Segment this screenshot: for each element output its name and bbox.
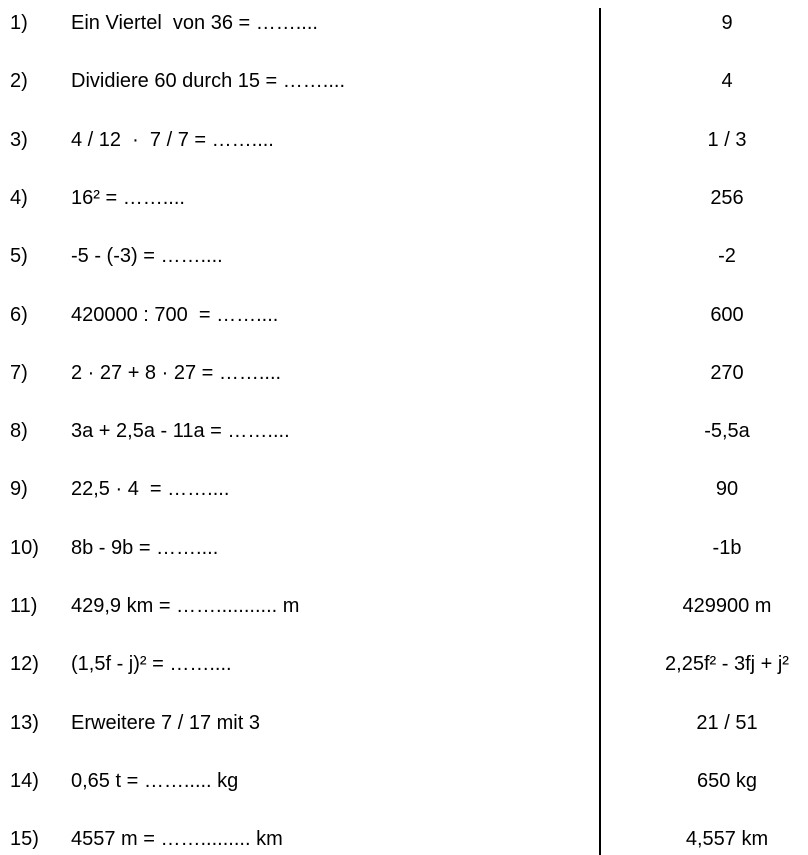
exercise-row (0, 66, 808, 96)
exercise-number: 7) (10, 361, 28, 384)
exercise-task: (1,5f - j)² = …….... (71, 653, 232, 676)
exercise-task: Dividiere 60 durch 15 = …….... (71, 70, 346, 93)
exercise-answer: 4,557 km (685, 828, 769, 851)
exercise-number: 3) (10, 128, 28, 151)
exercise-task: 8b - 9b = …….... (71, 536, 219, 559)
exercise-answer: 9 (721, 12, 733, 34)
exercise-row (0, 824, 808, 854)
exercise-number: 9) (10, 478, 28, 501)
exercise-answer: -2 (718, 245, 736, 268)
exercise-number: 13) (10, 711, 39, 734)
exercise-row (0, 358, 808, 388)
exercise-row (0, 533, 808, 563)
exercise-task: 2 · 27 + 8 · 27 = …….... (71, 361, 282, 384)
exercise-row (0, 474, 808, 504)
exercise-task: 4 / 12 · 7 / 7 = …….... (71, 128, 274, 151)
exercise-number: 1) (10, 12, 28, 34)
exercise-answer: 2,25f² - 3fj + j² (665, 653, 789, 676)
exercise-answer: 4 (721, 70, 733, 93)
exercise-answer: 650 kg (696, 769, 758, 792)
exercise-task: 3a + 2,5a - 11a = …….... (71, 420, 290, 443)
exercise-row (0, 8, 808, 38)
exercise-task: Ein Viertel von 36 = …….... (71, 12, 318, 34)
exercise-row (0, 708, 808, 738)
exercise-number: 14) (10, 769, 39, 792)
exercise-answer: 256 (710, 186, 744, 209)
exercise-row (0, 416, 808, 446)
exercise-answer: -1b (712, 536, 742, 559)
exercise-row (0, 300, 808, 330)
exercise-row (0, 241, 808, 271)
exercise-number: 2) (10, 70, 28, 93)
exercise-answer: -5,5a (704, 420, 750, 443)
exercise-answer: 1 / 3 (707, 128, 747, 151)
exercise-task: 22,5 · 4 = …….... (71, 478, 230, 501)
exercise-number: 6) (10, 303, 28, 326)
exercise-number: 10) (10, 536, 39, 559)
exercise-number: 11) (10, 595, 38, 617)
exercise-number: 4) (10, 186, 28, 209)
exercise-row (0, 125, 808, 155)
exercise-task: 0,65 t = ……..... kg (71, 769, 239, 792)
exercise-number: 12) (10, 653, 39, 676)
exercise-task: 420000 : 700 = …….... (71, 303, 279, 326)
exercise-number: 5) (10, 245, 28, 268)
exercise-number: 15) (10, 828, 39, 851)
exercise-task: 16² = …….... (71, 186, 185, 209)
exercise-row (0, 591, 808, 621)
exercise-answer: 600 (710, 303, 744, 326)
exercise-row (0, 183, 808, 213)
exercise-number: 8) (10, 420, 28, 443)
exercise-answer: 90 (715, 478, 739, 501)
exercise-answer: 429900 m (682, 595, 772, 617)
exercise-task: Erweitere 7 / 17 mit 3 (71, 711, 260, 734)
exercise-task: -5 - (-3) = …….... (71, 245, 223, 268)
exercise-row (0, 649, 808, 679)
exercise-task: 4557 m = ……......... km (71, 828, 283, 851)
exercise-task: 429,9 km = ……........... m (71, 595, 300, 617)
exercise-answer: 270 (710, 361, 744, 384)
exercise-answer: 21 / 51 (696, 711, 758, 734)
exercise-row (0, 766, 808, 796)
